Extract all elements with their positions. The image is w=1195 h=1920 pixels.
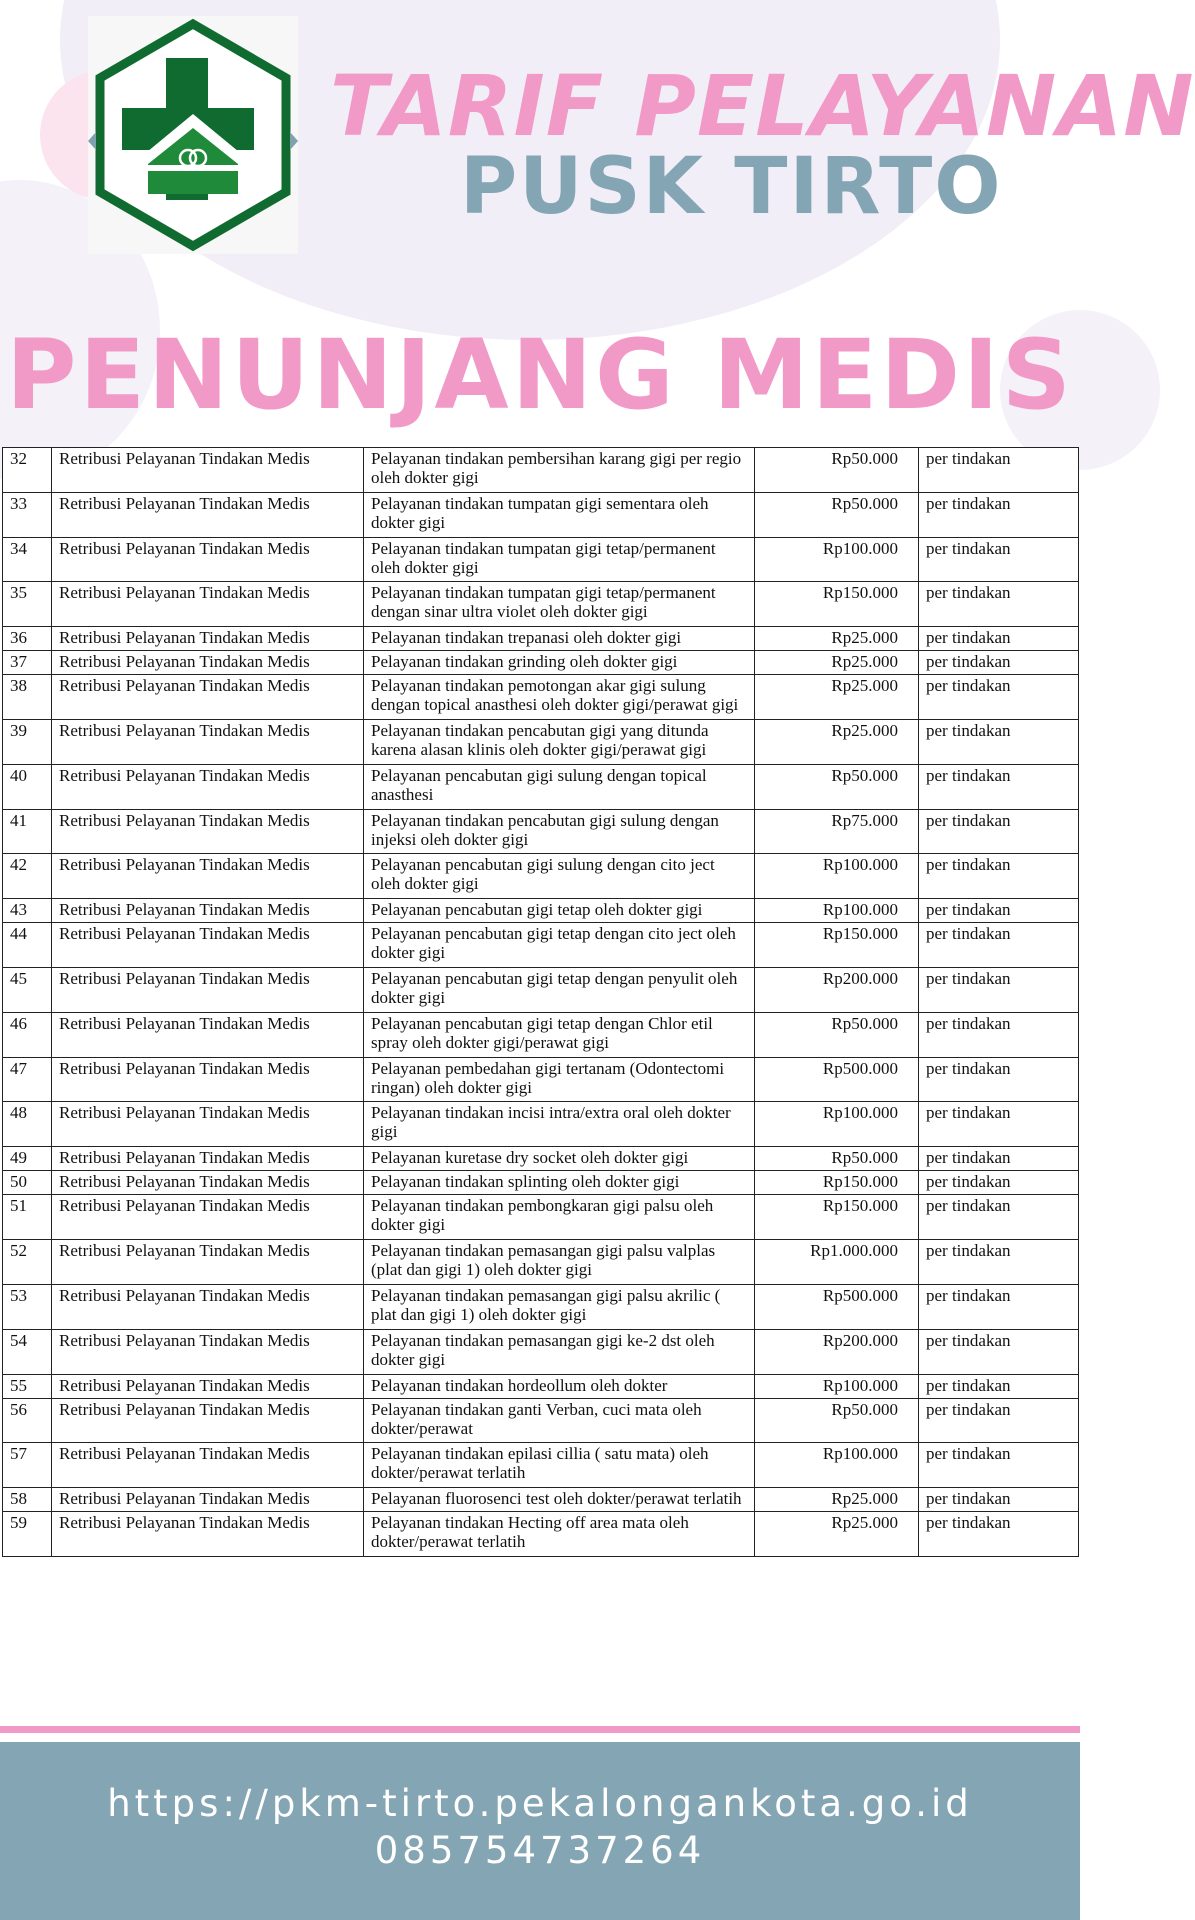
row-number: 38 [3, 675, 52, 720]
row-category: Retribusi Pelayanan Tindakan Medis [52, 899, 364, 923]
table-row [3, 448, 1079, 493]
row-number: 56 [3, 1398, 52, 1443]
row-number: 46 [3, 1012, 52, 1057]
table-row [3, 854, 1079, 899]
row-number: 51 [3, 1195, 52, 1240]
phone-number: 085754737264 [374, 1829, 706, 1872]
row-unit: per tindakan [919, 1171, 1079, 1195]
table-row [3, 1512, 1079, 1557]
row-tarif: Rp100.000 [755, 854, 919, 899]
row-tarif: Rp500.000 [755, 1284, 919, 1329]
row-tarif: Rp25.000 [755, 627, 919, 651]
row-unit: per tindakan [919, 1012, 1079, 1057]
title-tarif-pelayanan: TARIF PELAYANAN [330, 57, 1195, 155]
row-unit: per tindakan [919, 1240, 1079, 1285]
row-unit: per tindakan [919, 1057, 1079, 1102]
title-pusk-tirto: PUSK TIRTO [460, 142, 1003, 232]
row-category: Retribusi Pelayanan Tindakan Medis [52, 627, 364, 651]
row-service: Pelayanan tindakan incisi intra/extra oral oleh dokter gigi [364, 1102, 755, 1147]
row-tarif: Rp100.000 [755, 1102, 919, 1147]
heading-penunjang-medis: PENUNJANG MEDIS [6, 319, 1074, 431]
row-category: Retribusi Pelayanan Tindakan Medis [52, 582, 364, 627]
row-number: 32 [3, 448, 52, 493]
row-number: 37 [3, 651, 52, 675]
row-tarif: Rp75.000 [755, 809, 919, 854]
table-row [3, 1329, 1079, 1374]
row-number: 36 [3, 627, 52, 651]
row-category: Retribusi Pelayanan Tindakan Medis [52, 1284, 364, 1329]
row-number: 47 [3, 1057, 52, 1102]
table-row [3, 1171, 1079, 1195]
table-row [3, 968, 1079, 1013]
row-service: Pelayanan tindakan pembongkaran gigi palsu oleh dokter gigi [364, 1195, 755, 1240]
row-number: 54 [3, 1329, 52, 1374]
row-unit: per tindakan [919, 1512, 1079, 1557]
row-unit: per tindakan [919, 720, 1079, 765]
table-row [3, 1012, 1079, 1057]
row-tarif: Rp200.000 [755, 968, 919, 1013]
row-unit: per tindakan [919, 1398, 1079, 1443]
table-row [3, 675, 1079, 720]
row-service: Pelayanan tindakan tumpatan gigi sementara oleh dokter gigi [364, 492, 755, 537]
puskesmas-logo [88, 16, 298, 254]
row-tarif: Rp100.000 [755, 537, 919, 582]
row-category: Retribusi Pelayanan Tindakan Medis [52, 923, 364, 968]
row-category: Retribusi Pelayanan Tindakan Medis [52, 854, 364, 899]
table-row [3, 1195, 1079, 1240]
row-service: Pelayanan tindakan tumpatan gigi tetap/permanent dengan sinar ultra violet oleh dokter gigi [364, 582, 755, 627]
row-category: Retribusi Pelayanan Tindakan Medis [52, 1057, 364, 1102]
row-tarif: Rp150.000 [755, 923, 919, 968]
table-row [3, 1443, 1079, 1488]
row-number: 41 [3, 809, 52, 854]
row-category: Retribusi Pelayanan Tindakan Medis [52, 492, 364, 537]
row-category: Retribusi Pelayanan Tindakan Medis [52, 1147, 364, 1171]
row-unit: per tindakan [919, 1329, 1079, 1374]
row-unit: per tindakan [919, 582, 1079, 627]
row-category: Retribusi Pelayanan Tindakan Medis [52, 1329, 364, 1374]
row-unit: per tindakan [919, 1488, 1079, 1512]
row-tarif: Rp500.000 [755, 1057, 919, 1102]
row-unit: per tindakan [919, 854, 1079, 899]
row-service: Pelayanan pembedahan gigi tertanam (Odontectomi ringan) oleh dokter gigi [364, 1057, 755, 1102]
table-row [3, 720, 1079, 765]
row-unit: per tindakan [919, 448, 1079, 493]
table-row [3, 899, 1079, 923]
row-tarif: Rp100.000 [755, 1374, 919, 1398]
row-tarif: Rp25.000 [755, 1488, 919, 1512]
row-unit: per tindakan [919, 675, 1079, 720]
row-service: Pelayanan tindakan splinting oleh dokter gigi [364, 1171, 755, 1195]
row-tarif: Rp150.000 [755, 1195, 919, 1240]
row-number: 44 [3, 923, 52, 968]
row-unit: per tindakan [919, 968, 1079, 1013]
row-category: Retribusi Pelayanan Tindakan Medis [52, 1512, 364, 1557]
row-category: Retribusi Pelayanan Tindakan Medis [52, 651, 364, 675]
row-category: Retribusi Pelayanan Tindakan Medis [52, 1488, 364, 1512]
row-number: 33 [3, 492, 52, 537]
row-tarif: Rp200.000 [755, 1329, 919, 1374]
row-category: Retribusi Pelayanan Tindakan Medis [52, 1102, 364, 1147]
row-category: Retribusi Pelayanan Tindakan Medis [52, 1374, 364, 1398]
row-category: Retribusi Pelayanan Tindakan Medis [52, 809, 364, 854]
footer [0, 1742, 1080, 1920]
table-row [3, 1147, 1079, 1171]
row-service: Pelayanan tindakan pembersihan karang gigi per regio oleh dokter gigi [364, 448, 755, 493]
row-unit: per tindakan [919, 809, 1079, 854]
table-row [3, 1398, 1079, 1443]
row-unit: per tindakan [919, 1284, 1079, 1329]
row-service: Pelayanan pencabutan gigi sulung dengan topical anasthesi [364, 764, 755, 809]
row-service: Pelayanan tindakan pemasangan gigi palsu akrilic ( plat dan gigi 1) oleh dokter gigi [364, 1284, 755, 1329]
row-service: Pelayanan pencabutan gigi tetap dengan cito ject oleh dokter gigi [364, 923, 755, 968]
row-tarif: Rp50.000 [755, 1147, 919, 1171]
table-row [3, 1057, 1079, 1102]
row-category: Retribusi Pelayanan Tindakan Medis [52, 1240, 364, 1285]
row-service: Pelayanan tindakan epilasi cillia ( satu mata) oleh dokter/perawat terlatih [364, 1443, 755, 1488]
table-row [3, 492, 1079, 537]
row-unit: per tindakan [919, 899, 1079, 923]
row-number: 35 [3, 582, 52, 627]
table-row [3, 627, 1079, 651]
row-category: Retribusi Pelayanan Tindakan Medis [52, 1443, 364, 1488]
row-tarif: Rp50.000 [755, 764, 919, 809]
row-service: Pelayanan tindakan pencabutan gigi yang ditunda karena alasan klinis oleh dokter gigi/perawat gigi [364, 720, 755, 765]
row-unit: per tindakan [919, 1102, 1079, 1147]
row-number: 39 [3, 720, 52, 765]
table-row [3, 1102, 1079, 1147]
row-unit: per tindakan [919, 1147, 1079, 1171]
row-number: 43 [3, 899, 52, 923]
row-category: Retribusi Pelayanan Tindakan Medis [52, 764, 364, 809]
table-row [3, 582, 1079, 627]
row-number: 42 [3, 854, 52, 899]
row-number: 49 [3, 1147, 52, 1171]
website-url[interactable]: https://pkm-tirto.pekalongankota.go.id [107, 1782, 973, 1825]
row-category: Retribusi Pelayanan Tindakan Medis [52, 1398, 364, 1443]
divider-line [0, 1726, 1080, 1733]
row-service: Pelayanan pencabutan gigi tetap dengan penyulit oleh dokter gigi [364, 968, 755, 1013]
row-service: Pelayanan pencabutan gigi tetap dengan Chlor etil spray oleh dokter gigi/perawat gigi [364, 1012, 755, 1057]
row-service: Pelayanan fluorosenci test oleh dokter/perawat terlatih [364, 1488, 755, 1512]
row-number: 40 [3, 764, 52, 809]
row-tarif: Rp25.000 [755, 675, 919, 720]
table-row [3, 537, 1079, 582]
row-unit: per tindakan [919, 1443, 1079, 1488]
row-category: Retribusi Pelayanan Tindakan Medis [52, 1171, 364, 1195]
row-tarif: Rp50.000 [755, 1012, 919, 1057]
row-unit: per tindakan [919, 492, 1079, 537]
row-service: Pelayanan tindakan tumpatan gigi tetap/permanent oleh dokter gigi [364, 537, 755, 582]
row-service: Pelayanan tindakan trepanasi oleh dokter gigi [364, 627, 755, 651]
row-service: Pelayanan tindakan pemasangan gigi ke-2 dst oleh dokter gigi [364, 1329, 755, 1374]
row-tarif: Rp25.000 [755, 720, 919, 765]
row-service: Pelayanan tindakan Hecting off area mata oleh dokter/perawat terlatih [364, 1512, 755, 1557]
row-unit: per tindakan [919, 764, 1079, 809]
row-number: 58 [3, 1488, 52, 1512]
row-tarif: Rp50.000 [755, 492, 919, 537]
row-number: 48 [3, 1102, 52, 1147]
row-number: 50 [3, 1171, 52, 1195]
row-category: Retribusi Pelayanan Tindakan Medis [52, 1012, 364, 1057]
table-row [3, 809, 1079, 854]
row-service: Pelayanan tindakan ganti Verban, cuci mata oleh dokter/perawat [364, 1398, 755, 1443]
row-tarif: Rp1.000.000 [755, 1240, 919, 1285]
puskesmas-logo-icon [88, 16, 298, 254]
row-category: Retribusi Pelayanan Tindakan Medis [52, 720, 364, 765]
row-category: Retribusi Pelayanan Tindakan Medis [52, 968, 364, 1013]
row-tarif: Rp150.000 [755, 1171, 919, 1195]
row-category: Retribusi Pelayanan Tindakan Medis [52, 675, 364, 720]
row-unit: per tindakan [919, 923, 1079, 968]
row-number: 59 [3, 1512, 52, 1557]
table-row [3, 1488, 1079, 1512]
row-category: Retribusi Pelayanan Tindakan Medis [52, 1195, 364, 1240]
row-service: Pelayanan tindakan pencabutan gigi sulung dengan injeksi oleh dokter gigi [364, 809, 755, 854]
row-service: Pelayanan pencabutan gigi tetap oleh dokter gigi [364, 899, 755, 923]
row-tarif: Rp25.000 [755, 1512, 919, 1557]
row-tarif: Rp150.000 [755, 582, 919, 627]
row-unit: per tindakan [919, 1374, 1079, 1398]
row-number: 55 [3, 1374, 52, 1398]
row-unit: per tindakan [919, 627, 1079, 651]
row-service: Pelayanan tindakan hordeollum oleh dokter [364, 1374, 755, 1398]
tariff-table-body [3, 448, 1079, 1557]
table-row [3, 1374, 1079, 1398]
table-row [3, 1240, 1079, 1285]
table-row [3, 1284, 1079, 1329]
table-row [3, 764, 1079, 809]
row-tarif: Rp50.000 [755, 448, 919, 493]
table-row [3, 651, 1079, 675]
row-number: 45 [3, 968, 52, 1013]
row-category: Retribusi Pelayanan Tindakan Medis [52, 537, 364, 582]
row-unit: per tindakan [919, 651, 1079, 675]
row-service: Pelayanan tindakan pemotongan akar gigi sulung dengan topical anasthesi oleh dokter gigi/perawat gigi [364, 675, 755, 720]
row-number: 57 [3, 1443, 52, 1488]
row-service: Pelayanan kuretase dry socket oleh dokter gigi [364, 1147, 755, 1171]
row-tarif: Rp100.000 [755, 1443, 919, 1488]
tariff-table [2, 447, 1078, 1557]
row-number: 53 [3, 1284, 52, 1329]
row-tarif: Rp50.000 [755, 1398, 919, 1443]
row-service: Pelayanan tindakan grinding oleh dokter gigi [364, 651, 755, 675]
row-service: Pelayanan tindakan pemasangan gigi palsu valplas (plat dan gigi 1) oleh dokter gigi [364, 1240, 755, 1285]
row-unit: per tindakan [919, 537, 1079, 582]
row-number: 34 [3, 537, 52, 582]
row-tarif: Rp100.000 [755, 899, 919, 923]
row-category: Retribusi Pelayanan Tindakan Medis [52, 448, 364, 493]
row-unit: per tindakan [919, 1195, 1079, 1240]
row-tarif: Rp25.000 [755, 651, 919, 675]
table-row [3, 923, 1079, 968]
row-number: 52 [3, 1240, 52, 1285]
row-service: Pelayanan pencabutan gigi sulung dengan cito ject oleh dokter gigi [364, 854, 755, 899]
